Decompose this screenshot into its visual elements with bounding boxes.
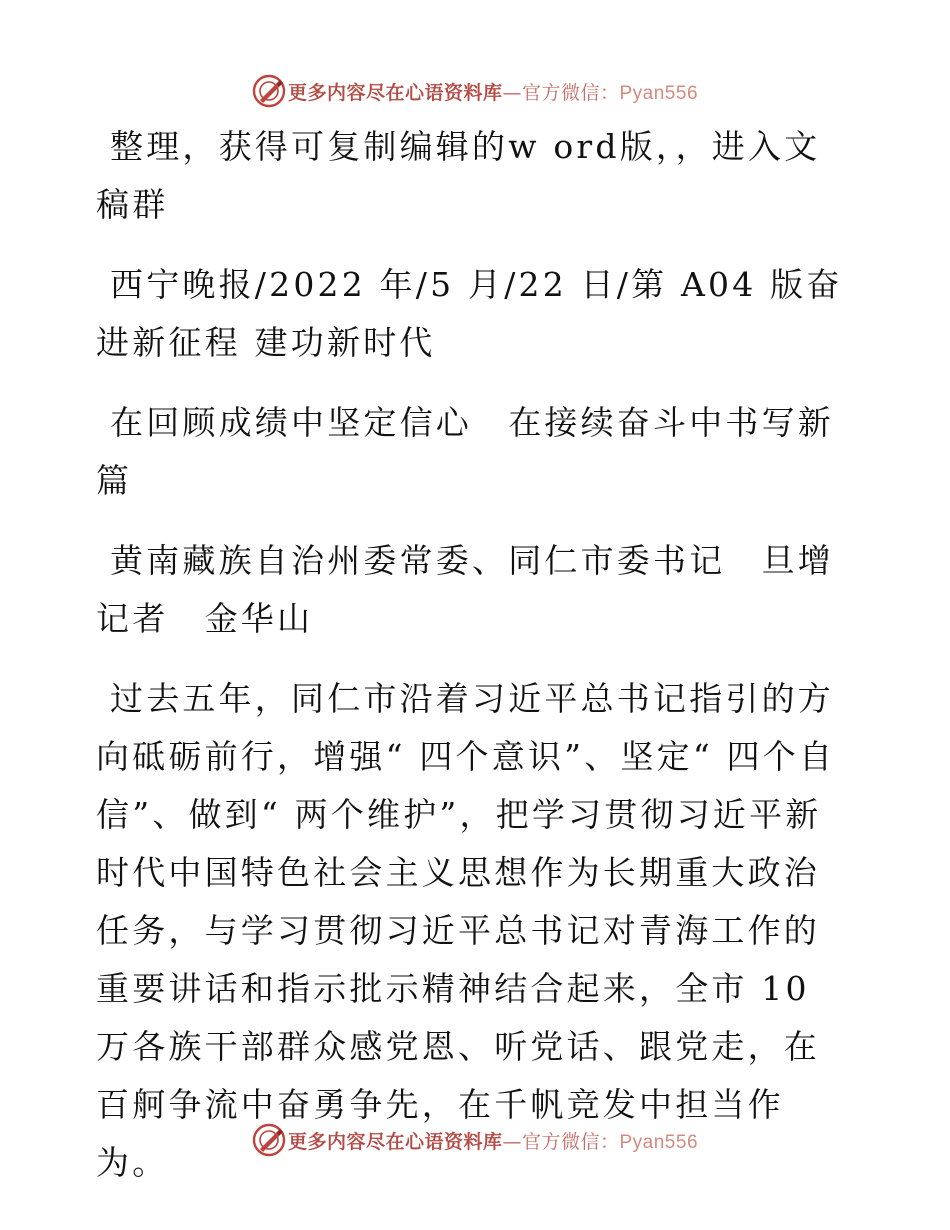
brand-logo-icon (252, 74, 286, 108)
banner-wechat-account: Pyan556 (619, 1131, 699, 1153)
body-paragraph: 过去五年，同仁市沿着习近平总书记指引的方向砥砺前行，增强“ 四个意识”、坚定“ 四个自信”、做到“ 两个维护”，把学习贯彻习近平新时代中国特色社会主义思想作为长期重大政治任务，与学习贯彻习近平总书记对青海工作的重要讲话和指示批示精神结合起来，全市 10 万各族干部群众感党恩、听党话、跟党走，在百舸争流中奋勇争先，在千帆竞发中担当作为。 (96, 679, 836, 1182)
banner-text (288, 1127, 698, 1154)
reporter-line: 记者 金华山 (96, 599, 314, 638)
banner-wechat-account: Pyan556 (619, 82, 699, 104)
header-banner (0, 71, 950, 111)
document-body (96, 118, 856, 1214)
banner-main-text: 更多内容尽在心语资料库 (287, 81, 503, 104)
brand-logo-icon (252, 1123, 286, 1157)
banner-separator: — (502, 1130, 522, 1153)
banner-wechat-label: 官方微信： (521, 81, 620, 104)
banner-wechat-label: 官方微信： (521, 1130, 620, 1153)
source-line: 西宁晚报/2022 年/5 月/22 日/第 A04 版奋进新征程 建功新时代 (96, 265, 843, 362)
banner-main-text: 更多内容尽在心语资料库 (287, 1130, 503, 1153)
banner-separator: — (502, 81, 522, 104)
author-text: 黄南藏族自治州委常委、同仁市委书记 旦增 (110, 541, 834, 580)
author-line (96, 532, 856, 590)
headline: 在回顾成绩中坚定信心 在接续奋斗中书写新篇 (96, 403, 834, 500)
footer-banner (0, 1120, 950, 1160)
banner-text (288, 78, 698, 105)
intro-paragraph: 整理，获得可复制编辑的w ord版，，进入文稿群 (96, 127, 821, 224)
